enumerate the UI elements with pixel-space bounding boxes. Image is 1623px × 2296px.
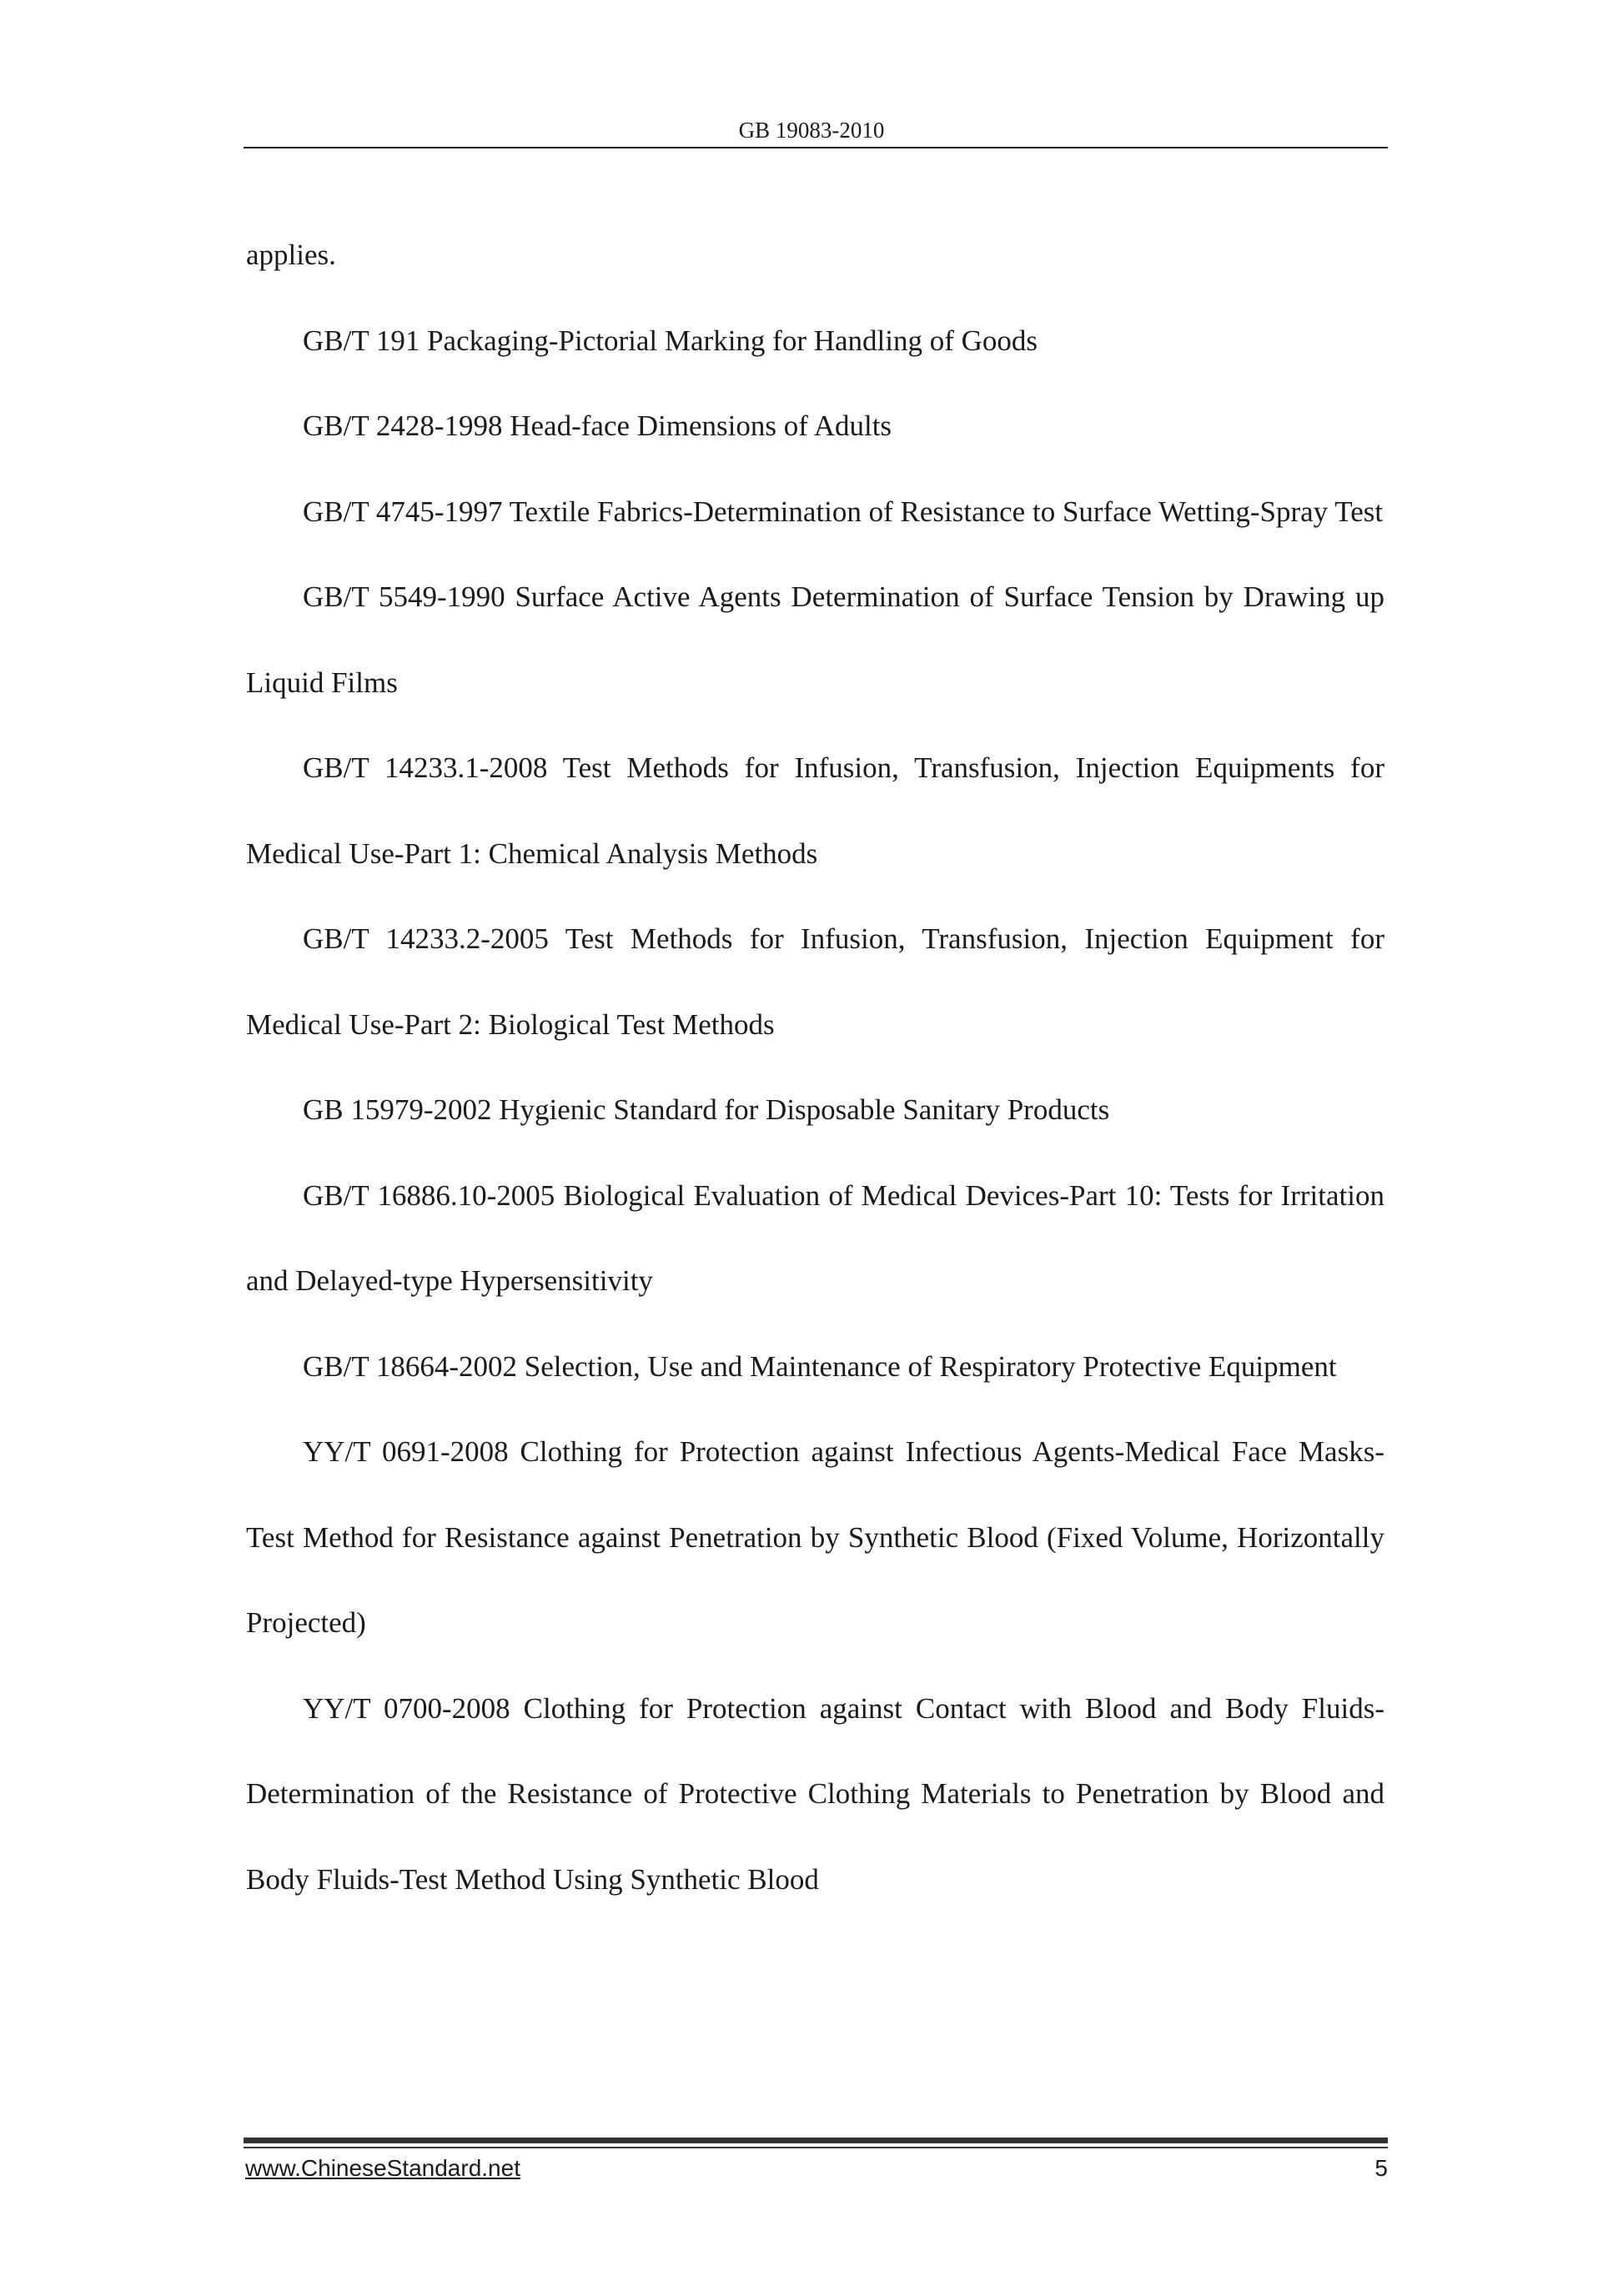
reference-entry: GB/T 16886.10-2005 Biological Evaluation of Medical Devices-Part 10: Tests for Irritation and Delayed-type Hypersensitivity <box>246 1178 1384 1297</box>
page-number: 5 <box>1374 2155 1388 2181</box>
reference-entry: YY/T 0691-2008 Clothing for Protection against Infectious Agents-Medical Face Masks-Test Method for Resistance against Penetration by Synthetic Blood (Fixed Volume, Horizontally Projected) <box>246 1435 1384 1639</box>
reference-entry: GB/T 5549-1990 Surface Active Agents Determination of Surface Tension by Drawing up Liquid Films <box>246 580 1384 699</box>
paragraph-continuation: applies. <box>246 239 336 271</box>
header-divider <box>244 147 1388 148</box>
reference-entry: GB/T 191 Packaging-Pictorial Marking for Handling of Goods <box>303 324 1038 357</box>
document-body <box>246 213 1384 1922</box>
reference-entry: GB/T 14233.2-2005 Test Methods for Infusion, Transfusion, Injection Equipment for Medical Use-Part 2: Biological Test Methods <box>246 922 1384 1041</box>
page-header-title: GB 19083-2010 <box>738 118 885 143</box>
reference-entry: GB/T 2428-1998 Head-face Dimensions of Adults <box>303 409 892 442</box>
footer-divider-thin <box>244 2147 1388 2148</box>
footer-divider-thick <box>244 2138 1388 2143</box>
reference-entry: GB/T 18664-2002 Selection, Use and Maintenance of Respiratory Protective Equipment <box>303 1349 1337 1383</box>
reference-entry: GB/T 4745-1997 Textile Fabrics-Determination of Resistance to Surface Wetting-Spray Test <box>303 495 1384 528</box>
reference-entry: GB 15979-2002 Hygienic Standard for Disposable Sanitary Products <box>303 1093 1110 1126</box>
reference-entry: GB/T 14233.1-2008 Test Methods for Infusion, Transfusion, Injection Equipments for Medical Use-Part 1: Chemical Analysis Methods <box>246 751 1384 870</box>
footer-website-link[interactable]: www.ChineseStandard.net <box>245 2155 520 2181</box>
reference-entry: YY/T 0700-2008 Clothing for Protection against Contact with Blood and Body Fluids-Determination of the Resistance of Protective Clothing Materials to Penetration by Blood and Body Fluids-Test Method Using Synthetic Blood <box>246 1691 1384 1896</box>
